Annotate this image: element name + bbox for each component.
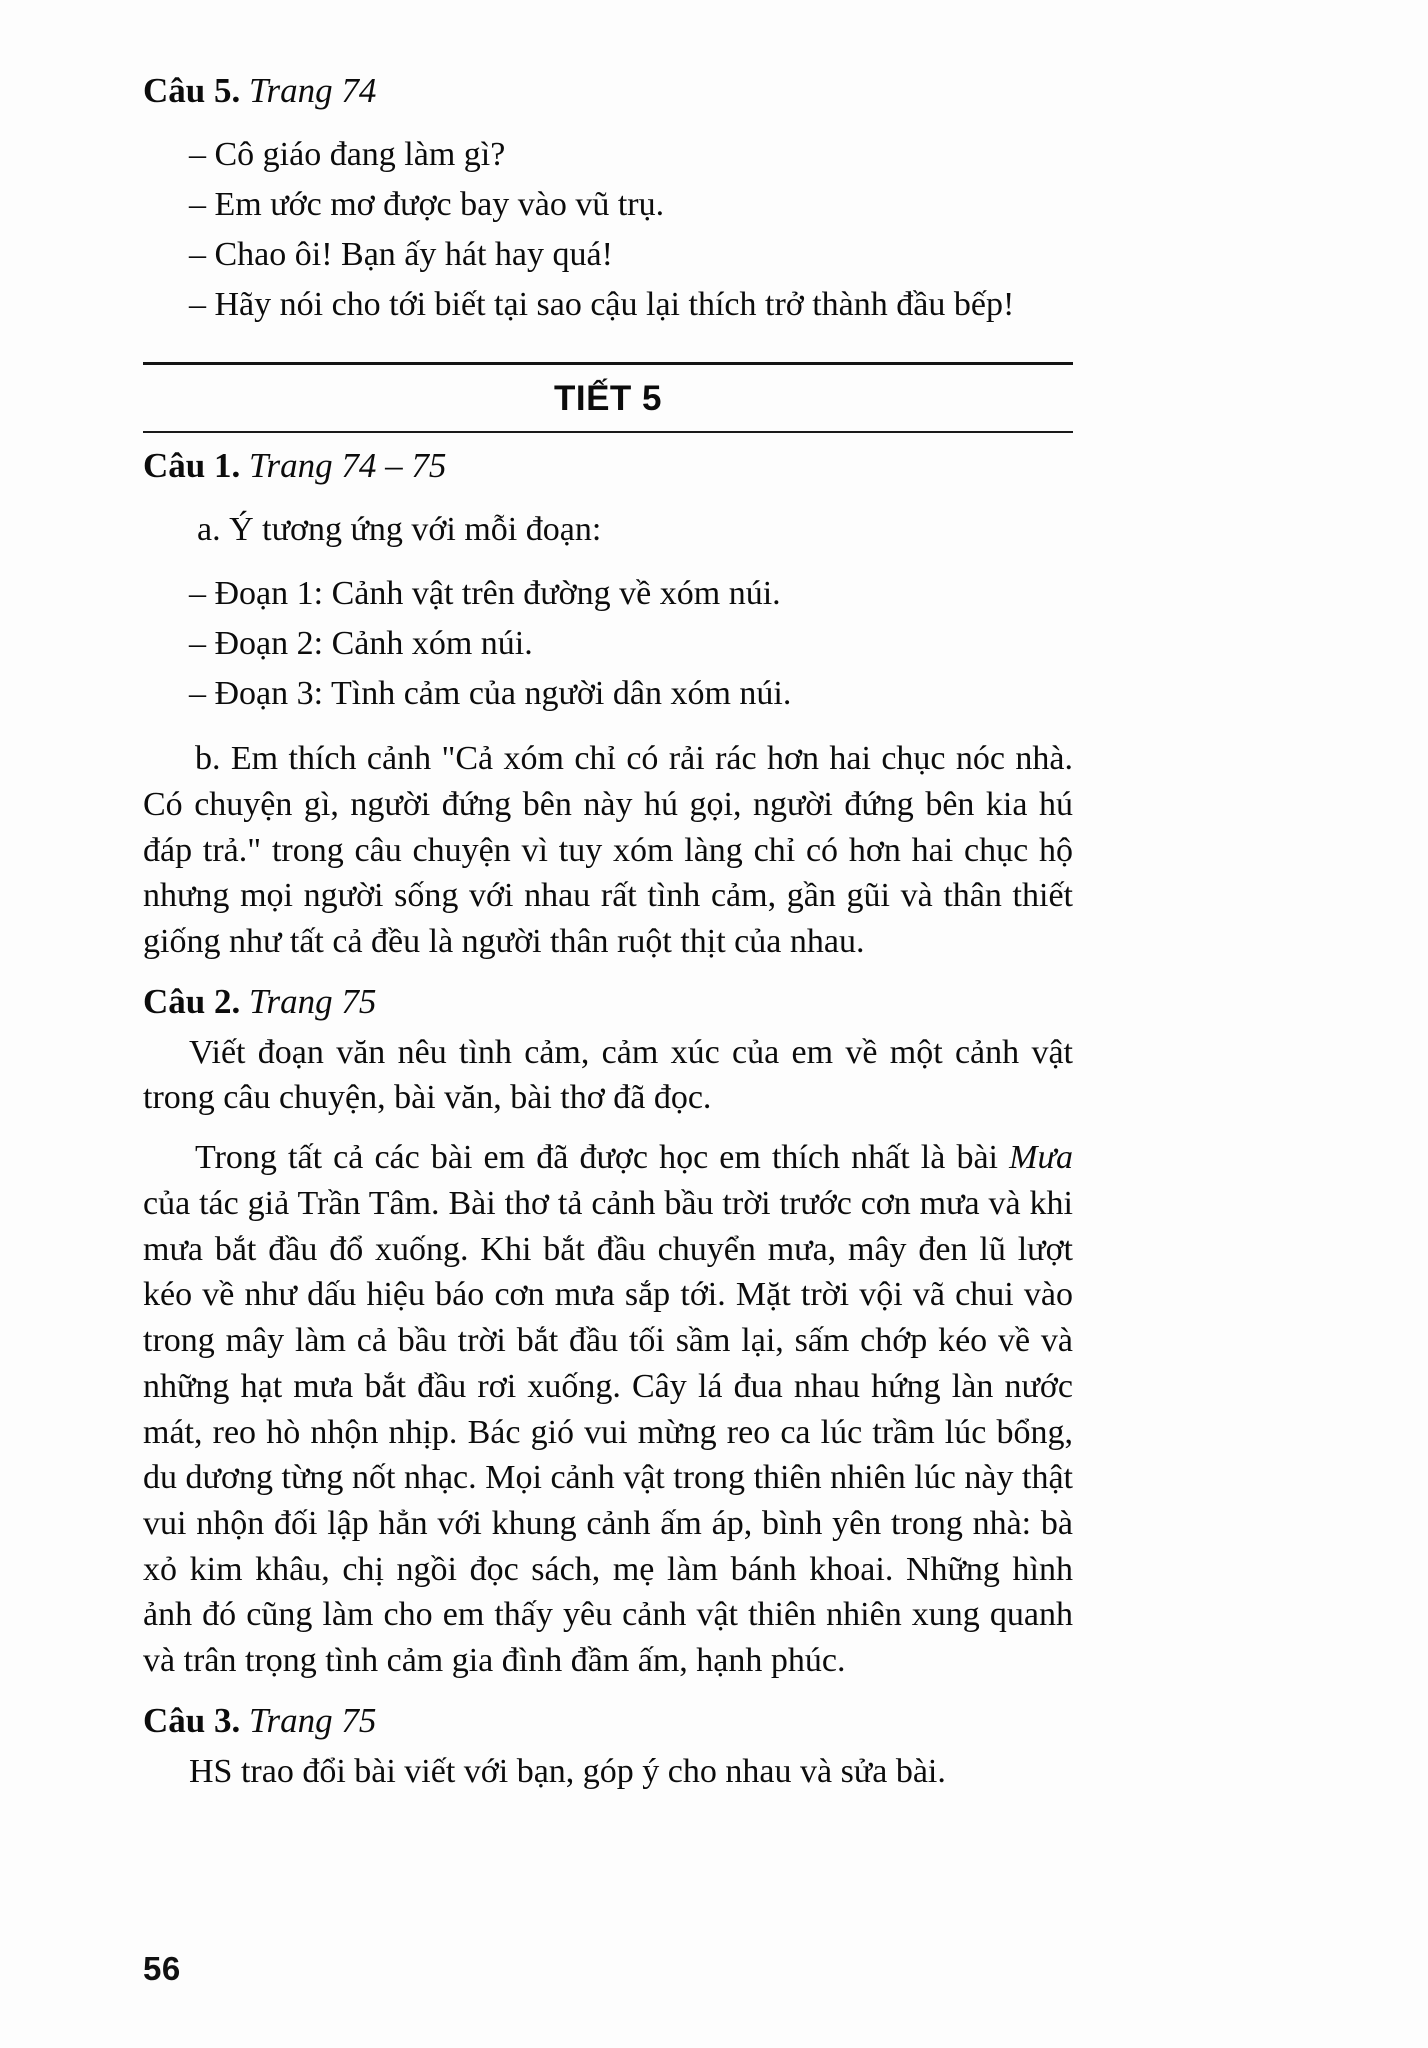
list-item: – Đoạn 1: Cảnh vật trên đường về xóm núi.: [189, 574, 781, 612]
spacer: [143, 494, 1073, 508]
answer-text-part1: Trong tất cả các bài em đã được học em thích nhất là bài: [195, 1139, 1010, 1177]
spacer: [143, 119, 1073, 133]
question-label-cau3: Câu 3.: [143, 1700, 241, 1740]
question-heading-cau2: [143, 979, 1073, 1026]
question-heading-cau5: [143, 68, 1073, 115]
question-page-cau1: Trang 74 – 75: [249, 445, 447, 485]
question-page-cau2: Trang 75: [249, 981, 377, 1021]
paragraph-prompt-cau2: Viết đoạn văn nêu tình cảm, cảm xúc của em về một cảnh vật trong câu chuyện, bài văn, bài thơ đã đọc.: [143, 1033, 1073, 1117]
question-label-cau1: Câu 1.: [143, 445, 241, 485]
list-item: – Chao ôi! Bạn ấy hát hay quá!: [189, 236, 613, 274]
list-item: – Cô giáo đang làm gì?: [189, 135, 506, 173]
question-page-cau5: Trang 74: [249, 71, 377, 110]
question-heading-cau3: [143, 1698, 1073, 1745]
section-header-tiet5: [143, 362, 1073, 433]
spacer: [143, 1121, 1073, 1135]
divider-bottom: [143, 431, 1073, 433]
question-label-cau5: Câu 5.: [143, 71, 241, 110]
list-item: – Em ước mơ được bay vào vũ trụ.: [189, 186, 665, 224]
list-item: – Đoạn 3: Tình cảm của người dân xóm núi.: [189, 675, 792, 713]
page-content: [143, 68, 1073, 1794]
paragraph-answer-cau2: [143, 1135, 1073, 1684]
question-label-cau2: Câu 2.: [143, 981, 241, 1021]
list-item: – Hãy nói cho tới biết tại sao cậu lại thích trở thành đầu bếp!: [189, 286, 1015, 324]
spacer: [143, 965, 1073, 979]
spacer: [143, 1684, 1073, 1698]
question-page-cau3: Trang 75: [249, 1700, 377, 1740]
question-heading-cau1: [143, 443, 1073, 490]
list-item: – Đoạn 2: Cảnh xóm núi.: [189, 624, 533, 662]
page-number: 56: [143, 1950, 181, 1987]
section-title: TIẾT 5: [553, 378, 663, 418]
spacer: [143, 558, 1073, 572]
paragraph-answer-cau3: HS trao đổi bài viết với bạn, góp ý cho nhau và sửa bài.: [189, 1752, 946, 1790]
sub-item-a: a. Ý tương ứng với mỗi đoạn:: [197, 510, 602, 548]
spacer: [143, 722, 1073, 736]
book-title-italic: Mưa: [1009, 1139, 1073, 1177]
answer-text-part2: của tác giả Trần Tâm. Bài thơ tả cảnh bầu trời trước cơn mưa và khi mưa bắt đầu đổ xuống. Khi bắt đầu chuyển mưa, mây đen lũ lượt kéo về như dấu hiệu báo cơn mưa sắp tới. Mặt trời vội vã chui vào trong mây làm cả bầu trời bắt đầu tối sầm lại, sấm chớp kéo về và những hạt mưa bắt đầu rơi xuống. Cây lá đua nhau hứng làn nước mát, reo hò nhộn nhịp. Bác gió vui mừng reo ca lúc trầm lúc bổng, du dương từng nốt nhạc. Mọi cảnh vật trong thiên nhiên lúc này thật vui nhộn đối lập hẳn với khung cảnh ấm áp, bình yên trong nhà: bà xỏ kim khâu, chị ngồi đọc sách, mẹ làm bánh khoai. Những hình ảnh đó cũng làm cho em thấy yêu cảnh vật thiên nhiên xung quanh và trân trọng tình cảm gia đình đầm ấm, hạnh phúc.: [143, 1184, 1073, 1680]
paragraph-sub-b: b. Em thích cảnh "Cả xóm chỉ có rải rác hơn hai chục nóc nhà. Có chuyện gì, người đứng bên này hú gọi, người đứng bên kia hú đáp trả." trong câu chuyện vì tuy xóm làng chỉ có hơn hai chục hộ nhưng mọi người sống với nhau rất tình cảm, gần gũi và thân thiết giống như tất cả đều là người thân ruột thịt của nhau.: [143, 740, 1073, 961]
